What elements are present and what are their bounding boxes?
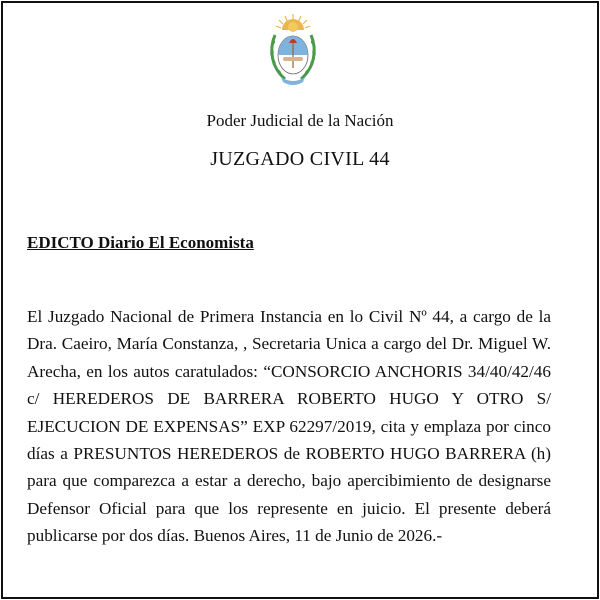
court-name: Poder Judicial de la Nación <box>206 111 394 130</box>
edict-heading: EDICTO Diario El Economista <box>27 233 254 252</box>
edict-body: El Juzgado Nacional de Primera Instancia en lo Civil Nº 44, a cargo de la Dra. Caeiro, María Constanza, , Secretaria Unica a cargo del Dr. Miguel W. Arecha, en los autos caratulados: “CONSORCIO ANCHORIS 34/40/42/46 c/ HEREDEROS DE BARRERA ROBERTO HUGO Y OTRO S/ EJECUCION DE EXPENSAS” EXP 62297/2019, cita y emplaza por cinco días a PRESUNTOS HEREDEROS de ROBERTO HUGO BARRERA (h) para que comparezca a estar a derecho, bajo apercibimiento de designarse Defensor Oficial para que los represente en juicio. El presente deberá publicarse por dos días. Buenos Aires, 11 de Junio de 2026.- <box>27 307 551 546</box>
edict-document <box>1 1 599 599</box>
argentina-coat-of-arms-icon <box>265 13 321 89</box>
juzgado-title: JUZGADO CIVIL 44 <box>210 148 390 170</box>
